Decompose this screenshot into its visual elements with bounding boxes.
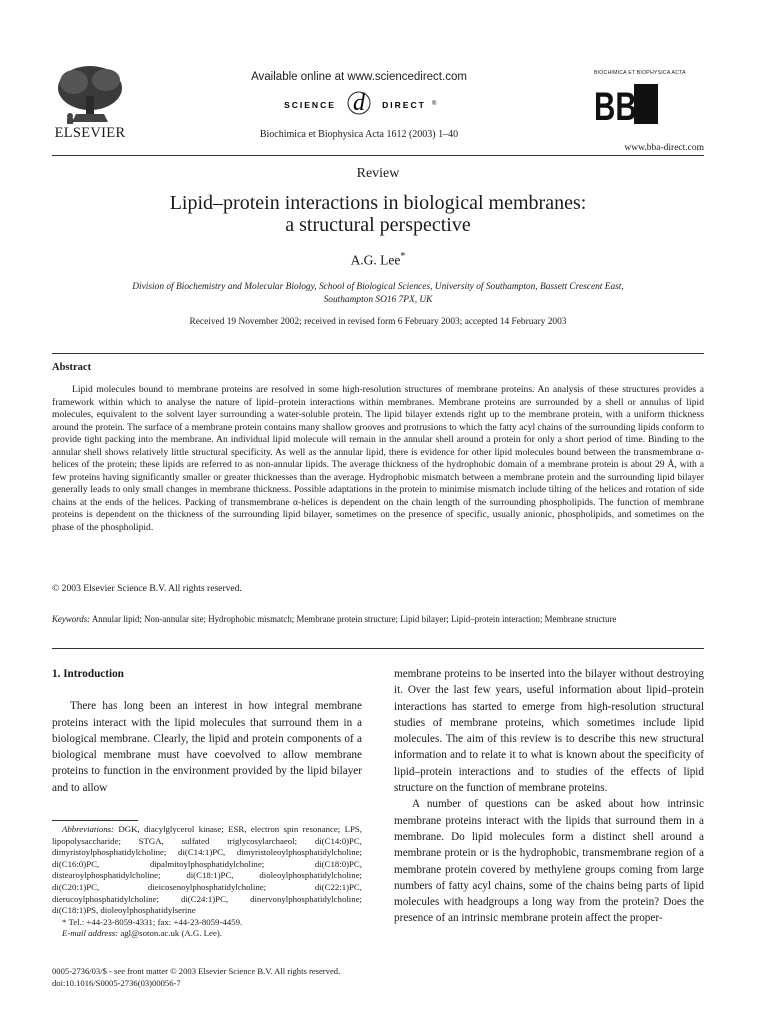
doi-line: doi:10.1016/S0005-2736(03)00056-7 — [52, 978, 181, 988]
header-rule — [52, 155, 704, 156]
bba-url[interactable]: www.bba-direct.com — [624, 143, 704, 153]
email-address[interactable]: agl@soton.ac.uk (A.G. Lee). — [120, 928, 222, 939]
abbreviations-label: Abbreviations: — [62, 824, 114, 834]
title-line-2: a structural perspective — [285, 214, 471, 236]
title-line-1: Lipid–protein interactions in biological membranes: — [169, 192, 587, 214]
abstract-heading: Abstract — [52, 362, 92, 373]
section-heading: 1. Introduction — [52, 668, 124, 680]
tel-footnote: * Tel.: +44-23-8059-4331; fax: +44-23-8059-4459. — [62, 916, 243, 927]
sd-right-text: DIRECT — [382, 100, 426, 110]
bba-logo-block — [594, 70, 706, 129]
footnotes — [52, 824, 362, 940]
author-text: A.G. Lee — [350, 252, 401, 268]
bba-banner: BIOCHIMICA ET BIOPHYSICA ACTA — [594, 70, 686, 76]
available-online-text: Available online at www.sciencedirect.com — [251, 71, 467, 83]
journal-citation: Biochimica et Biophysica Acta 1612 (2003) 1–40 — [259, 129, 459, 140]
right-column — [394, 666, 704, 927]
affiliation — [52, 281, 704, 306]
affiliation-line-2: Southampton SO16 7PX, UK — [323, 294, 433, 305]
abbreviations-text: DGK, diacylglycerol kinase; ESR, electron spin resonance; LPS, lipopolysaccharide; STGA, sulfated triglycosylarchaeol; di(C14:0)PC, dimyristoylphosphatidylcholine; di(C14:1)PC, dimyristoleoylphosphatidylcholine; di(C16:0)PC, dipalmitoylphosphatidylcholine; di(C18:0)PC, distearoylphosphatidylcholine; di(C18:1)PC, dioleoylphosphatidylcholine; di(C20:1)PC, dieicosenoylphosphatidylcholine; di(C22:1)PC, dierucoylphosphatidylcholine; di(C24:1)PC, dinervonylphosphatidylcholine; di(C18:1)PS, dioleoylphosphatidylserine — [52, 824, 362, 916]
intro-paragraph-2: A number of questions can be asked about how intrinsic membrane proteins interact with the lipids that surround them in a membrane. Do lipid molecules form a distinct shell around a membrane protein or is the hydrophobic, transmembrane region of a membrane protein covered by methylene groups coming from large numbers of fatty acyl chains, some of the chains being parts of lipid molecules with headgroups a long way from the protein? Does the presence of an intrinsic membrane protein affect the proper- — [394, 798, 704, 925]
author-mark: * — [400, 251, 406, 262]
intro-paragraph-1-continued: membrane proteins to be inserted into the bilayer without destroying it. Over the last few years, useful information about lipid–protein interactions has started to emerge from high-resolution structural studies of membrane proteins, which sometimes include lipid molecules. The aim of this review is to describe this new structural information and to relate it to what is known about the specificity of lipid–protein interactions and to studies of the effects of lipid structure on the function of membrane proteins. — [394, 668, 704, 795]
email-footnote — [52, 928, 362, 940]
issn-line: 0005-2736/03/$ - see front matter © 2003 Elsevier Science B.V. All rights reserved. — [52, 966, 341, 976]
page-footer — [52, 965, 340, 989]
email-label: E-mail address: — [62, 928, 119, 939]
publisher-name: ELSEVIER — [54, 125, 126, 141]
keywords — [52, 614, 704, 624]
sd-registered-mark: ® — [432, 101, 437, 107]
article-title — [52, 192, 704, 236]
author-name — [52, 251, 704, 269]
abstract-text: Lipid molecules bound to membrane proteins are resolved in some high-resolution structures of membrane proteins. An analysis of these structures provides a framework within which to analyse the nature of lipid–protein interactions within membranes. Membrane proteins are surrounded by a shell or annulus of lipid molecules, equivalent to the solvent layer surrounding a water-soluble protein. The lipid bilayer extends right up to the membrane protein, with a uniform thickness around the protein. The surface of a membrane protein contains many shallow grooves and protrusions to which the fatty acyl chains of the surrounding lipids conform to provide tight packing into the membrane. An individual lipid molecule will remain in the annular shell around a protein for only a short period of time. Binding to the annular shell shows relatively little structural specificity. As well as the annular lipid, there is evidence for other lipid molecules bound between the transmembrane α-helices of the protein; these lipids are referred to as non-annular lipids. The average thickness of the hydrophobic domain of a membrane protein is about 29 Å, with a few proteins having significantly smaller or greater thicknesses than the average. Hydrophobic mismatch between a membrane protein and the surrounding lipid bilayer generally leads to only small changes in membrane thickness. Possible adaptations in the protein to minimise mismatch include tilting of the helices and rotation of side chains at the ends of the helices. Packing of transmembrane α-helices is dependent on the chain length of the surrounding phospholipids. The function of membrane proteins is dependent on the thickness of the surrounding lipid bilayer, sometimes on the presence of specific, usually anionic, phospholipids, and sometimes on the phase of the phospholipid. — [52, 384, 704, 533]
intro-paragraph-1: There has long been an interest in how integral membrane proteins interact with the lipid molecules that surround them in a biological membrane. Clearly, the lipid and protein components of a biological membrane must have coevolved to allow membrane proteins to function in the environment provided by the lipid bilayer and to allow — [52, 700, 362, 794]
affiliation-line-1: Division of Biochemistry and Molecular Biology, School of Biological Sciences, University of Southampton, Bassett Crescent East, — [132, 282, 624, 292]
keywords-list: Annular lipid; Non-annular site; Hydrophobic mismatch; Membrane protein structure; Lipid bilayer; Lipid–protein interaction; Membrane structure — [91, 614, 617, 624]
abstract-copyright: © 2003 Elsevier Science B.V. All rights reserved. — [52, 583, 242, 594]
abstract-body — [52, 384, 704, 534]
keywords-label: Keywords: — [52, 614, 91, 624]
article-type: Review — [356, 166, 400, 181]
footnote-rule — [52, 820, 138, 821]
sciencedirect-logo-icon — [250, 90, 468, 116]
keywords-rule — [52, 648, 704, 649]
sd-left-text: SCIENCE — [284, 100, 336, 110]
bba-letters: BBA — [594, 85, 658, 129]
bba-logo-icon — [594, 84, 658, 129]
left-column — [52, 666, 362, 796]
sd-at-mark: d — [353, 90, 365, 116]
received-dates: Received 19 November 2002; received in revised form 6 February 2003; accepted 14 February 2003 — [189, 317, 567, 327]
abbreviations-footnote — [52, 824, 362, 917]
abstract-rule — [52, 353, 704, 354]
